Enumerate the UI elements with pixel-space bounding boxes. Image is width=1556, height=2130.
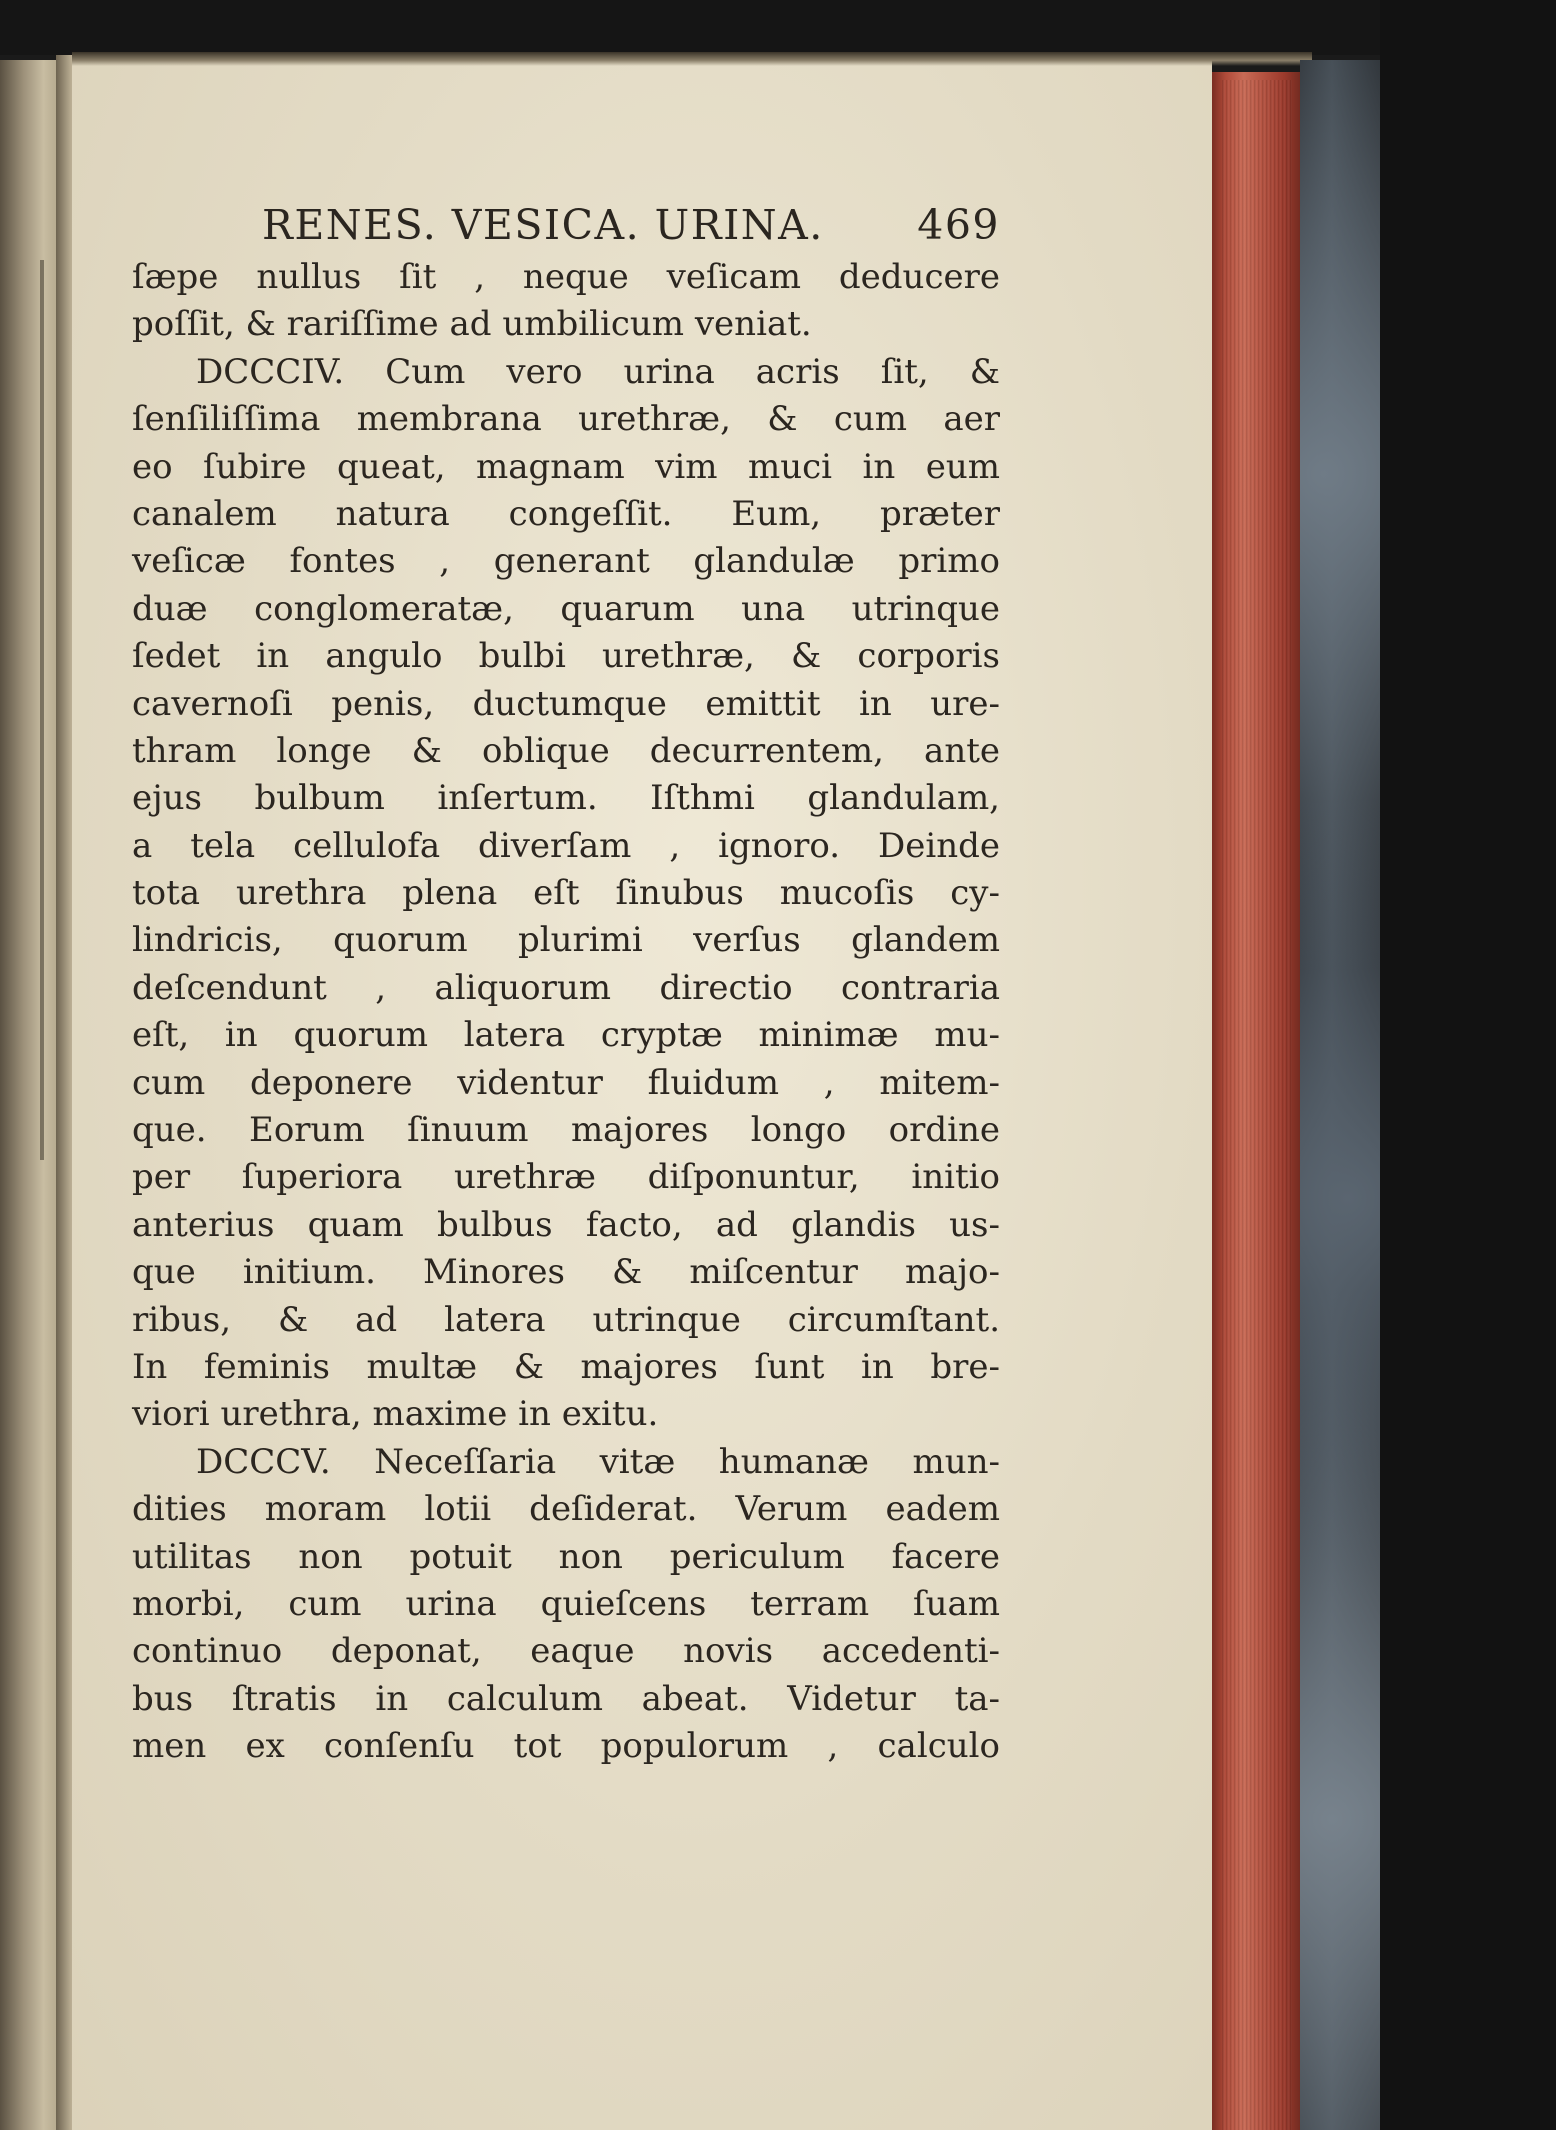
text-line: thram longe & oblique decurrentem, ante (132, 730, 1000, 771)
text-line: cavernoſi penis, ductumque emittit in ure- (132, 683, 1000, 724)
text-line: poſſit, & rariſſime ad umbilicum veniat. (132, 304, 812, 345)
page-number: 469 (917, 201, 1000, 249)
page-top-shadow (72, 52, 1312, 66)
text-line: que. Eorum ſinuum majores longo ordine (132, 1110, 1000, 1151)
text-line: ſenſiliſſima membrana urethræ, & cum aer (132, 399, 1000, 440)
text-line: DCCCIV. Cum vero urina acris ſit, & (196, 351, 1000, 392)
text-line: veſicæ fontes , generant glandulæ primo (132, 541, 1000, 582)
text-line: eſt, in quorum latera cryptæ minimæ mu- (132, 1015, 1000, 1056)
text-line: In feminis multæ & majores ſunt in bre- (132, 1346, 1000, 1387)
running-title: RENES. VESICA. URINA. (262, 201, 824, 249)
previous-page-shadow (40, 260, 44, 1160)
text-line: morbi, cum urina quieſcens terram ſuam (132, 1583, 1000, 1624)
marbled-cover (1300, 60, 1380, 2130)
text-line: que initium. Minores & miſcentur majo- (132, 1252, 1000, 1293)
text-line: viori urethra, maxime in exitu. (132, 1394, 659, 1435)
text-line: dities moram lotii deſiderat. Verum eadem (132, 1489, 1000, 1530)
text-line: tota urethra plena eſt ſinubus mucoſis cy- (132, 873, 1000, 914)
text-line: per ſuperiora urethræ diſponuntur, initio (132, 1157, 1000, 1198)
text-line: duæ conglomeratæ, quarum una utrinque (132, 588, 1000, 629)
text-line: anterius quam bulbus facto, ad glandis us- (132, 1204, 1000, 1245)
text-line: ejus bulbum inſertum. Iſthmi glandulam, (132, 778, 1000, 819)
running-head (132, 196, 1000, 254)
background-right (1380, 0, 1556, 2130)
text-line: ſedet in angulo bulbi urethræ, & corporis (132, 636, 1000, 677)
text-line: lindricis, quorum plurimi verſus glandem (132, 920, 1000, 961)
text-line: canalem natura congeſſit. Eum, præter (132, 493, 1000, 534)
text-line: continuo deponat, eaque novis accedenti- (132, 1631, 1000, 1672)
text-line: cum deponere videntur fluidum , mitem- (132, 1062, 1000, 1103)
background-top (0, 0, 1556, 55)
text-line: utilitas non potuit non periculum facere (132, 1536, 1000, 1577)
fore-edge-leaves (1222, 80, 1292, 2130)
text-line: a tela cellulofa diverſam , ignoro. Deinde (132, 825, 1000, 866)
text-line: ſæpe nullus ſit , neque veſicam deducere (132, 257, 1000, 297)
text-line: DCCCV. Neceſſaria vitæ humanæ mun- (196, 1441, 1000, 1482)
text-line: men ex conſenſu tot populorum , calculo (132, 1726, 1000, 1767)
previous-page-edge (0, 60, 58, 2130)
body-text (132, 254, 1000, 1771)
text-block (132, 196, 1000, 1771)
text-line: ribus, & ad latera utrinque circumſtant. (132, 1299, 1000, 1340)
text-line: eo ſubire queat, magnam vim muci in eum (132, 446, 1000, 487)
text-line: deſcendunt , aliquorum directio contraria (132, 967, 1000, 1008)
text-line: bus ſtratis in calculum abeat. Videtur ta- (132, 1678, 1000, 1719)
